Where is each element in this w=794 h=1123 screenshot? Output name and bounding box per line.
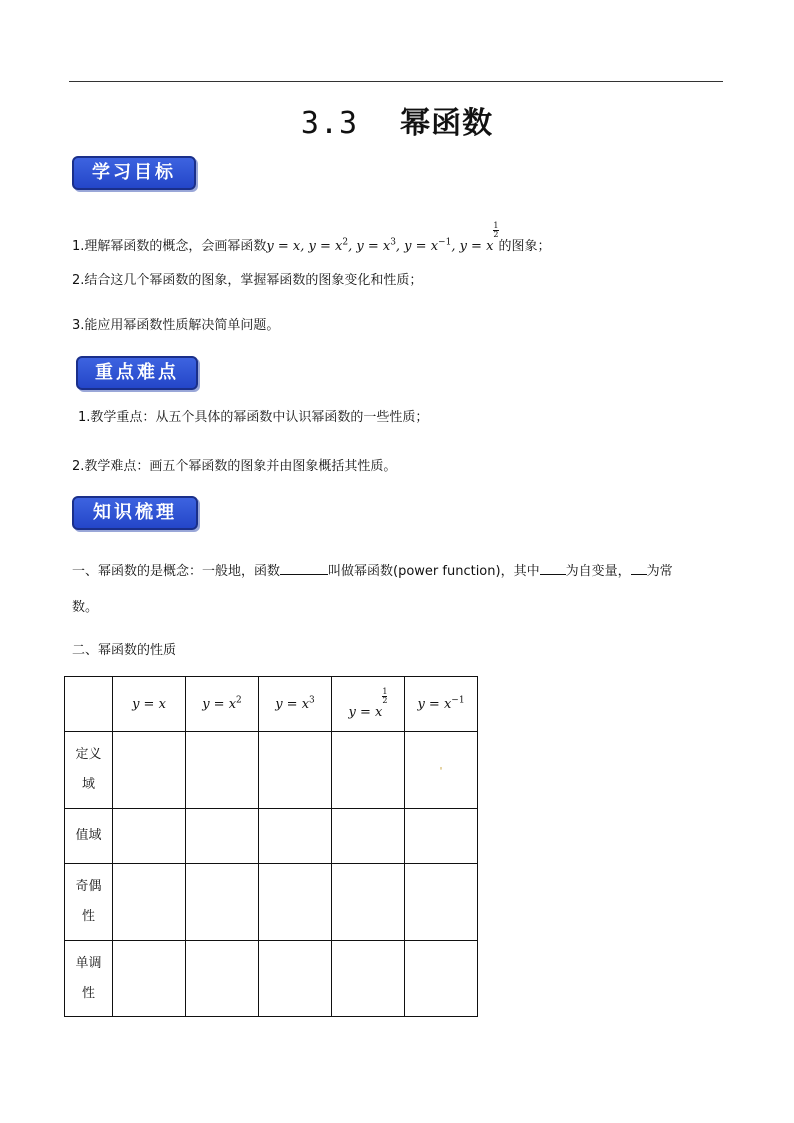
row-label-range: 值域 — [65, 809, 113, 864]
col-y-x3: $y = x^3$ — [259, 677, 332, 732]
key-point-1: 1.教学重点：从五个具体的幂函数中认识幂函数的一些性质； — [78, 410, 429, 425]
table-header-row — [65, 677, 478, 732]
cell[interactable] — [332, 732, 405, 809]
cell[interactable] — [113, 732, 186, 809]
badge-learning-goals: 学习目标 — [72, 156, 196, 190]
knowledge-1 — [72, 560, 673, 579]
cell[interactable] — [186, 732, 259, 809]
cell[interactable] — [186, 809, 259, 864]
section-number: 3.3 — [300, 106, 359, 141]
cell[interactable] — [259, 732, 332, 809]
cell[interactable] — [259, 809, 332, 864]
cell[interactable] — [405, 941, 478, 1017]
cell[interactable] — [332, 864, 405, 941]
table-row — [65, 941, 478, 1017]
goal-1 — [72, 222, 551, 254]
cell[interactable] — [405, 732, 478, 809]
goal-1-suffix: 的图象； — [498, 239, 551, 254]
cell[interactable] — [186, 864, 259, 941]
row-label-monotonicity: 单调 性 — [65, 941, 113, 1017]
knowledge-1-c: 为自变量， — [565, 564, 631, 579]
badge-key-points: 重点难点 — [76, 356, 198, 390]
cell[interactable] — [332, 941, 405, 1017]
blank-function[interactable] — [280, 562, 328, 575]
cell[interactable] — [113, 864, 186, 941]
page-title — [0, 98, 794, 142]
col-y-x2: $y = x^2$ — [186, 677, 259, 732]
knowledge-2: 二、幂函数的性质 — [72, 643, 177, 658]
table-corner — [65, 677, 113, 732]
blank-constant[interactable] — [631, 562, 647, 575]
section-title: 幂函数 — [400, 106, 494, 141]
knowledge-1-a: 一、幂函数的是概念：一般地，函数 — [72, 564, 281, 579]
cell[interactable] — [186, 941, 259, 1017]
knowledge-1-b: 叫做幂函数(power function)，其中 — [328, 564, 540, 579]
knowledge-1-d: 为常 — [646, 564, 673, 579]
knowledge-1-cont: 数。 — [72, 600, 99, 615]
col-y-x: y = x — [113, 677, 186, 732]
goal-3: 3.能应用幂函数性质解决简单问题。 — [72, 318, 280, 333]
col-y-x-inv: $y = x^{-1}$ — [405, 677, 478, 732]
cell[interactable] — [259, 941, 332, 1017]
cell[interactable] — [332, 809, 405, 864]
cell[interactable] — [113, 809, 186, 864]
table-row — [65, 732, 478, 809]
properties-table — [64, 676, 478, 1017]
badge-knowledge: 知识梳理 — [72, 496, 198, 530]
row-label-parity: 奇偶 性 — [65, 864, 113, 941]
cell[interactable] — [259, 864, 332, 941]
cell[interactable] — [405, 864, 478, 941]
col-y-x-half: $y = x\frac{1}{2}$ — [332, 677, 405, 732]
goal-1-text: 1.理解幂函数的概念，会画幂函数 — [72, 239, 267, 254]
goal-2: 2.结合这几个幂函数的图象，掌握幂函数的图象变化和性质； — [72, 273, 423, 288]
blank-variable[interactable] — [540, 562, 566, 575]
header-rule — [69, 81, 723, 82]
key-point-2: 2.教学难点：画五个幂函数的图象并由图象概括其性质。 — [72, 459, 397, 474]
row-label-domain: 定义 域 — [65, 732, 113, 809]
stray-mark: ' — [439, 765, 443, 777]
table-row — [65, 809, 478, 864]
formula-list: y = x, $y = x^2$, $y = x^3$, $y = x^{-1}$, $y = x\frac{1}{2}$ — [266, 221, 499, 254]
cell[interactable] — [405, 809, 478, 864]
cell[interactable] — [113, 941, 186, 1017]
table-row — [65, 864, 478, 941]
